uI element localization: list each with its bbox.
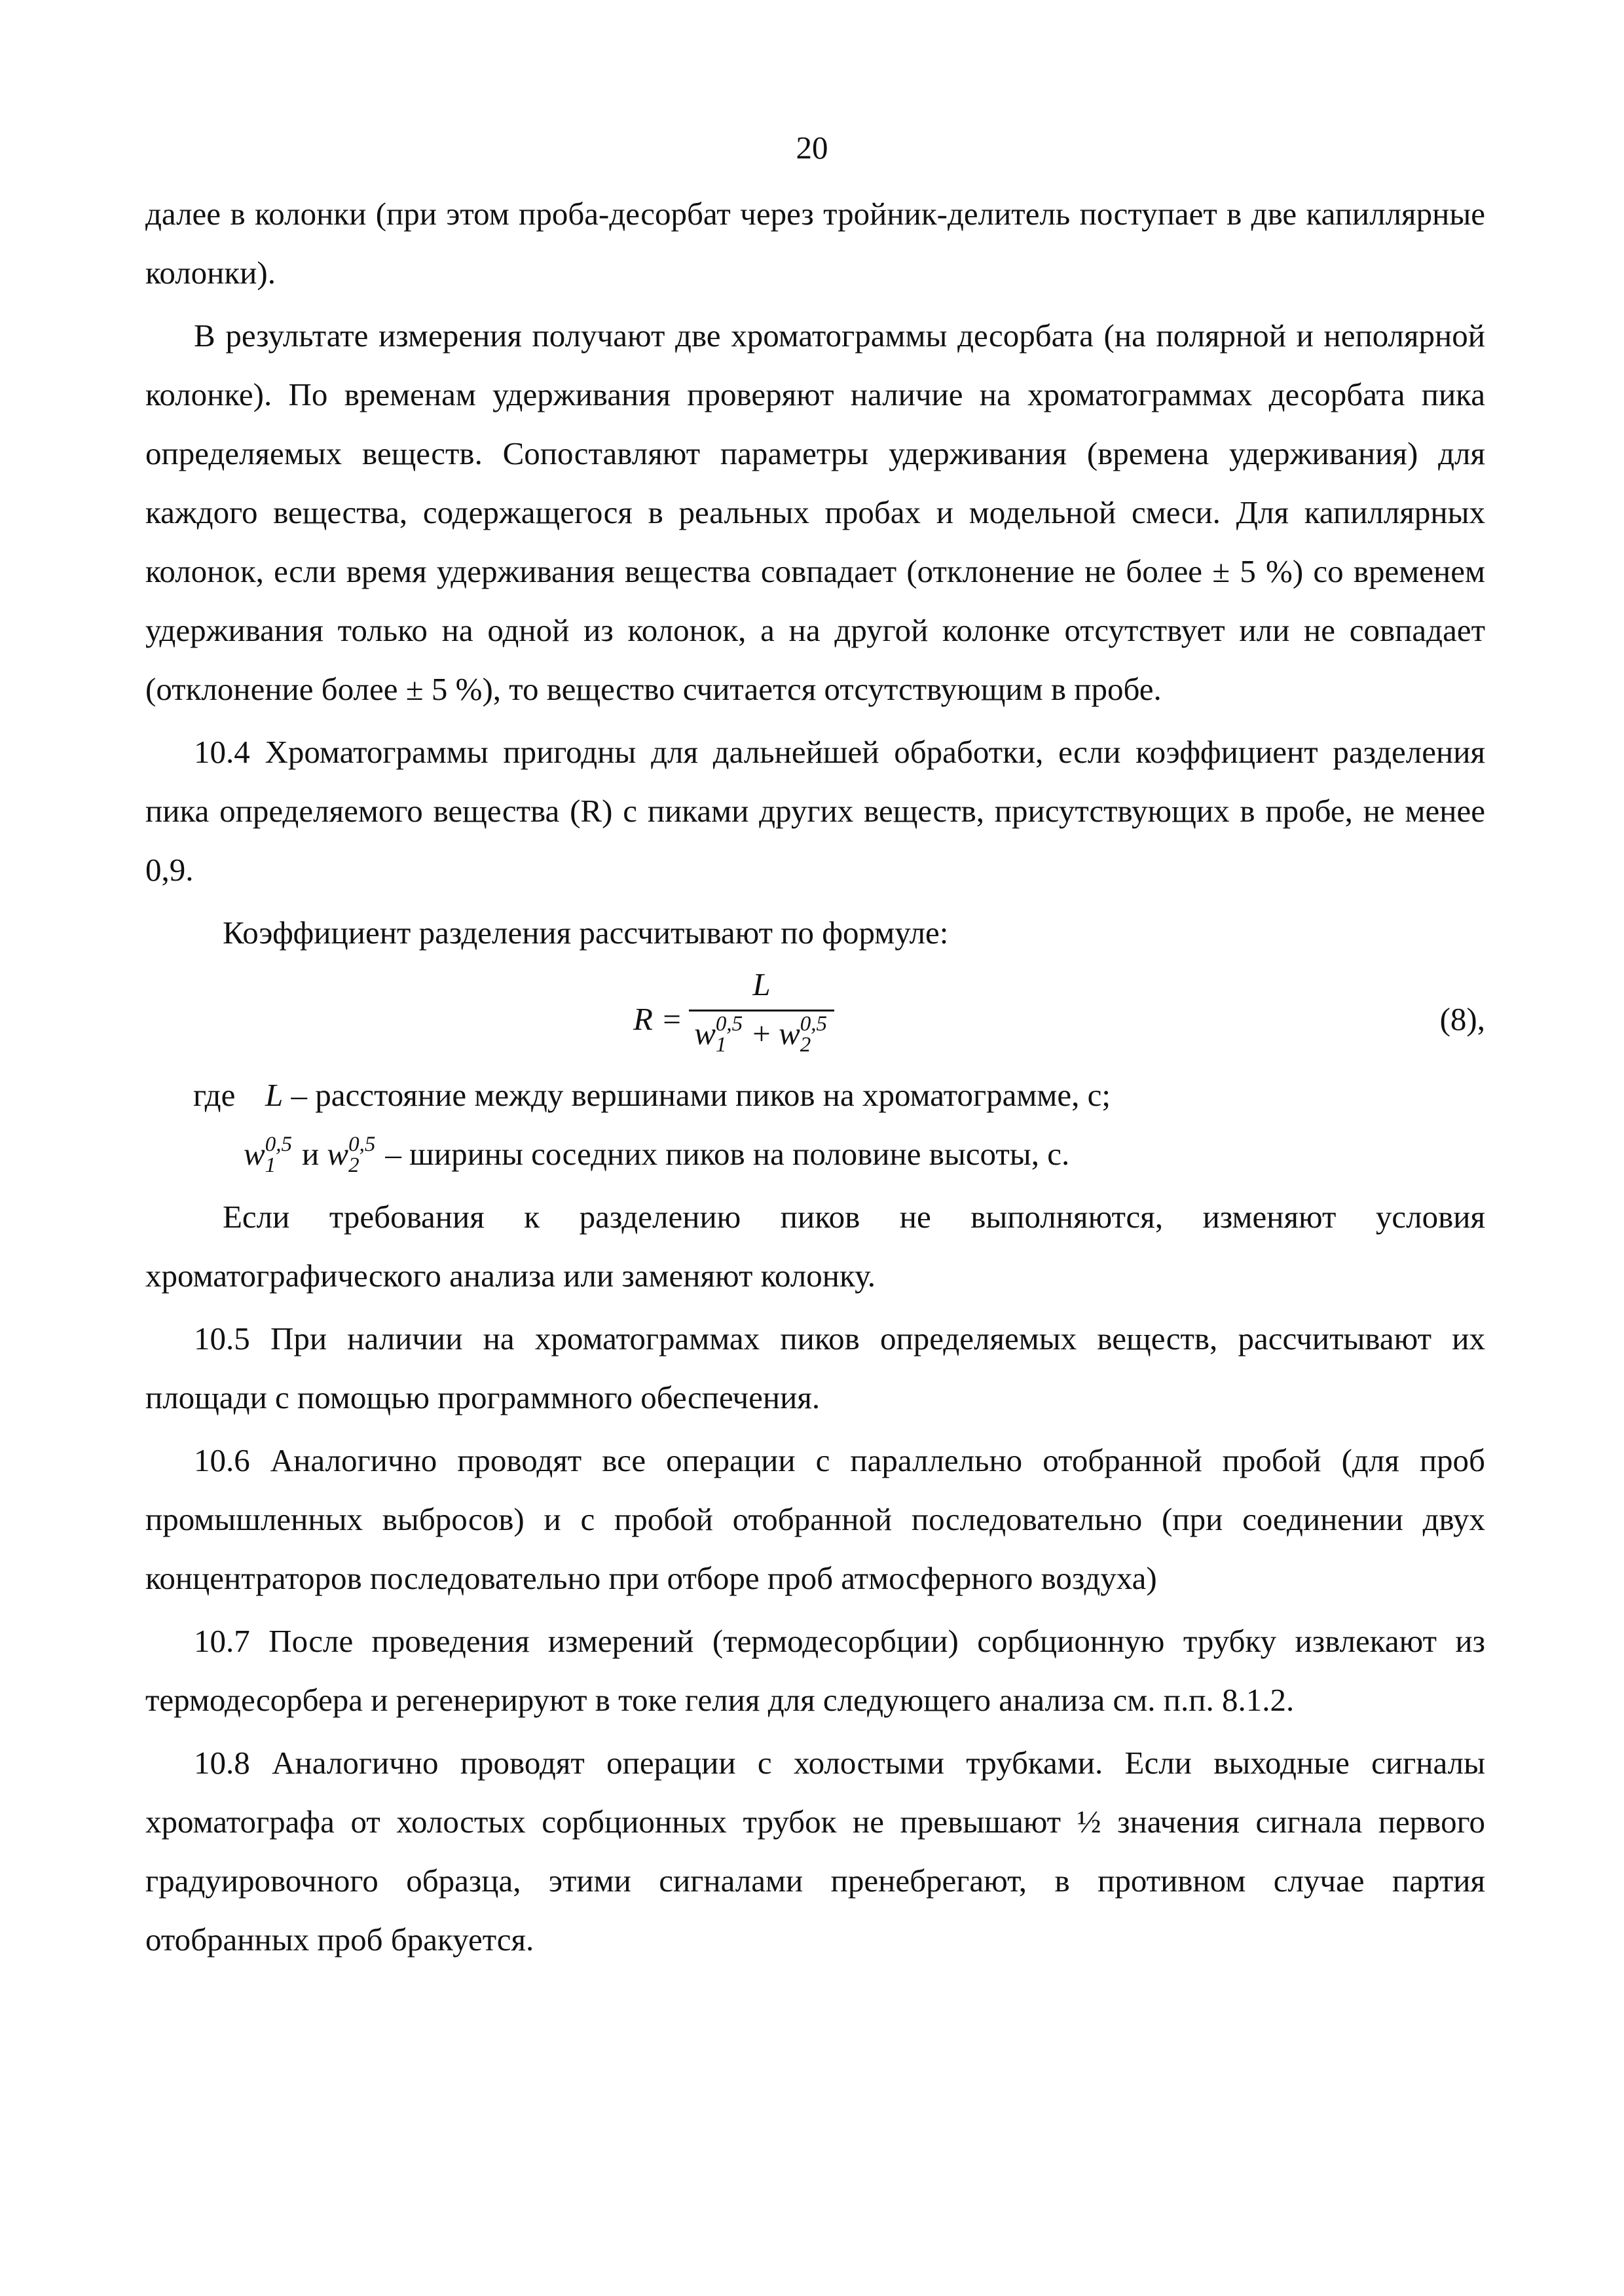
w2-symbol: w bbox=[779, 1015, 800, 1051]
where-keyword: где bbox=[193, 1077, 236, 1113]
def2-w2-sup: 0,5 bbox=[348, 1132, 376, 1156]
def2-w1-symbol: w bbox=[244, 1136, 265, 1172]
def1-symbol: L bbox=[265, 1077, 284, 1113]
def2-text: – ширины соседних пиков на половине высоты, с. bbox=[385, 1136, 1070, 1172]
def1-text: – расстояние между вершинами пиков на хроматограмме, с; bbox=[291, 1077, 1111, 1113]
def2-w1-indices bbox=[265, 1132, 294, 1177]
where-line-1 bbox=[145, 1066, 1485, 1125]
plus-sign: + bbox=[752, 1015, 771, 1051]
def2-w1-sup: 0,5 bbox=[265, 1132, 292, 1156]
where-def-1 bbox=[265, 1066, 1111, 1125]
formula-lhs: R = bbox=[633, 1001, 683, 1037]
paragraph-separation-requirements: Если требования к разделению пиков не выполняются, изменяют условия хроматографического анализа или заменяют колонку. bbox=[145, 1199, 1485, 1294]
w2-indices bbox=[800, 1011, 829, 1057]
w1-indices bbox=[715, 1011, 745, 1057]
paragraph-10-7: 10.7 После проведения измерений (термодесорбции) сорбционную трубку извлекают из термодесорбера и регенерируют в токе гелия для следующего анализа см. п.п. 8.1.2. bbox=[145, 1623, 1485, 1718]
def2-and: и bbox=[301, 1136, 320, 1172]
formula-numerator: L bbox=[752, 966, 771, 1002]
formula-fraction bbox=[689, 965, 834, 1057]
paragraph-10-5: 10.5 При наличии на хроматограммах пиков определяемых веществ, рассчитывают их площади с помощью программного обеспечения. bbox=[145, 1321, 1485, 1415]
paragraph-10-6: 10.6 Аналогично проводят все операции с параллельно отобранной пробой (для проб промышленных выбросов) и с пробой отобранной последовательно (при соединении двух концентраторов последовательно при отборе проб атмосферного воздуха) bbox=[145, 1442, 1485, 1596]
def2-w1-sub: 1 bbox=[265, 1153, 276, 1177]
paragraph-10-4-text: 10.4 Хроматограммы пригодны для дальнейшей обработки, если коэффициент разделения пика определяемого вещества (R) с пиками других веществ, присутствующих в пробе, не менее 0,9. bbox=[145, 734, 1485, 888]
def2-w2-symbol: w bbox=[327, 1136, 349, 1172]
def2-w2-indices bbox=[348, 1132, 377, 1177]
paragraph-formula-intro: Коэффициент разделения рассчитывают по формуле: bbox=[223, 915, 949, 951]
fraction-bar bbox=[689, 1010, 834, 1011]
w2-sup: 0,5 bbox=[800, 1011, 827, 1036]
formula-8 bbox=[145, 965, 1485, 1066]
page-number: 20 bbox=[796, 130, 828, 166]
where-def-2 bbox=[244, 1125, 1069, 1184]
where-line-2 bbox=[145, 1125, 1485, 1184]
paragraph-10-8: 10.8 Аналогично проводят операции с холостыми трубками. Если выходные сигналы хроматографа от холостых сорбционных трубок не превышают ½ значения сигнала первого градуировочного образца, этими сигналами пренебрегают, в противном случае партия отобранных проб бракуется. bbox=[145, 1745, 1485, 1958]
w1-sup: 0,5 bbox=[715, 1011, 743, 1036]
document-body bbox=[145, 185, 1485, 1969]
paragraph-measurement-result: В результате измерения получают две хроматограммы десорбата (на полярной и неполярной колонке). По временам удерживания проверяют наличие на хроматограммах десорбата пика определяемых веществ. Сопоставляют параметры удерживания (времена удерживания) для каждого вещества, содержащегося в реальных пробах и модельной смеси. Для капиллярных колонок, если время удерживания вещества совпадает (отклонение не более ± 5 %) со временем удерживания только на одной из колонок, а на другой колонке отсутствует или не совпадает (отклонение более ± 5 %), то вещество считается отсутствующим в пробе. bbox=[145, 318, 1485, 707]
paragraph-10-4 bbox=[145, 723, 1485, 900]
equation-number: (8), bbox=[1439, 1001, 1485, 1037]
formula-denominator bbox=[689, 1011, 834, 1057]
def2-w2-sub: 2 bbox=[348, 1153, 360, 1177]
w1-symbol: w bbox=[694, 1015, 716, 1051]
w2-sub: 2 bbox=[800, 1032, 811, 1057]
w1-sub: 1 bbox=[715, 1032, 727, 1057]
paragraph-continuation: далее в колонки (при этом проба-десорбат через тройник-делитель поступает в две капиллярные колонки). bbox=[145, 196, 1485, 291]
